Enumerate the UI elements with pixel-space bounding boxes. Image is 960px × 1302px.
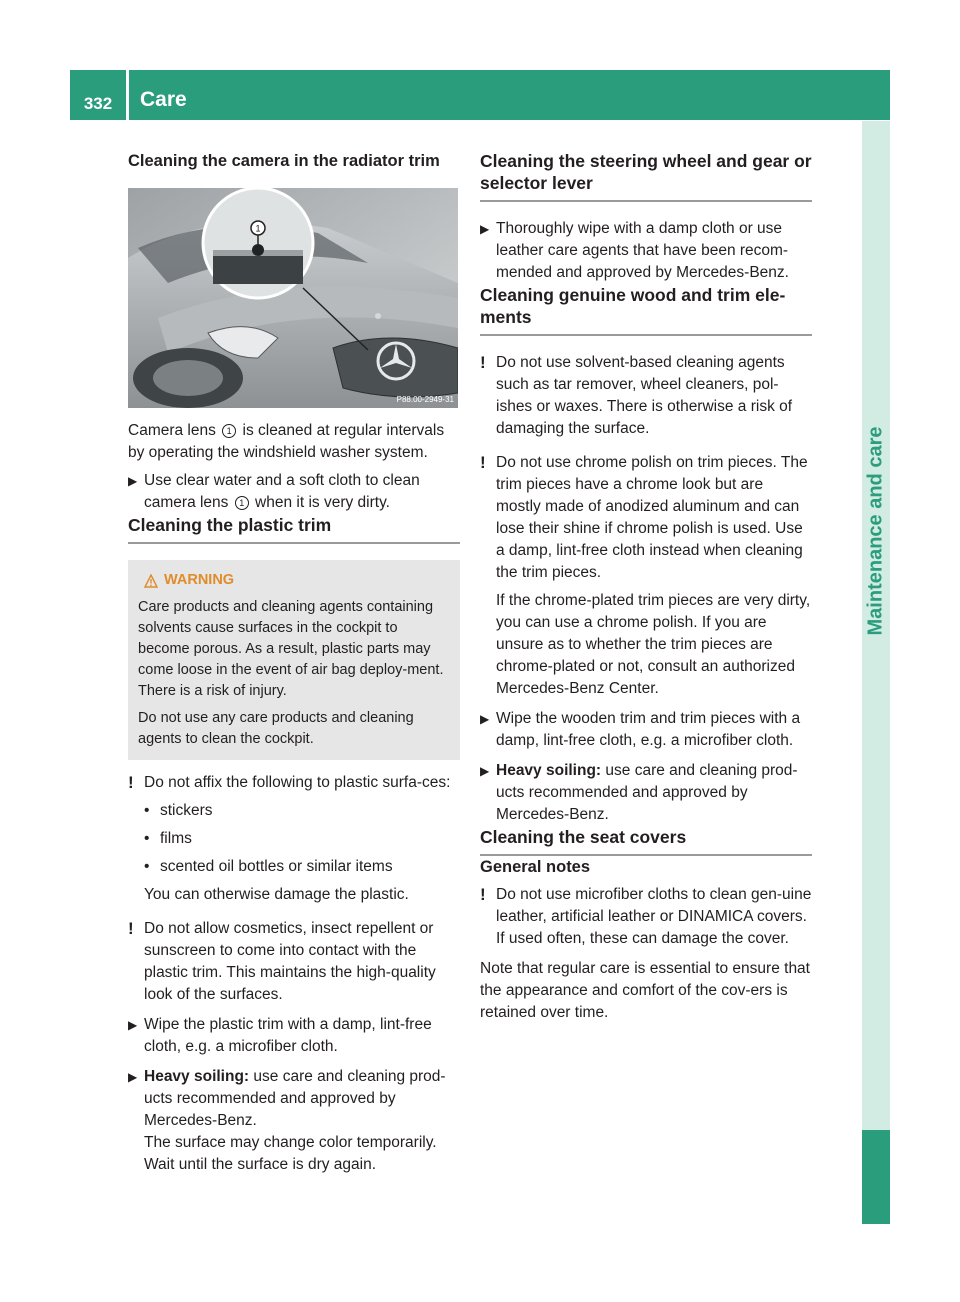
callout-1-icon: 1 [235,496,249,510]
steering-step [480,218,812,284]
camera-paragraph [128,420,460,464]
warning-text-1: Care products and cleaning agents containing solvents cause surfaces in the cockpit to become porous. As a result, plastic parts may come loose in the event of air bag deploy-ment. There is a risk of injury. [138,599,444,699]
wood-section-title: Cleaning genuine wood and trim ele-ments [480,284,812,336]
wood-step-2-text: use care and cleaning prod-ucts recommended and approved by Mercedes-Benz. [496,762,798,823]
step-arrow-icon: ▶ [480,712,490,726]
camera-step-end: when it is very dirty. [250,494,390,511]
plastic-step-2-text: use care and cleaning prod-ucts recommended and approved by Mercedes-Benz. [144,1068,446,1129]
bullet-item [128,856,460,878]
steering-step-text: Thoroughly wipe with a damp cloth or use leather care agents that have been recom-mended and approved by Mercedes-Benz. [496,220,789,281]
bullet-text: scented oil bottles or similar items [160,858,393,875]
wood-note-2-extra: If the chrome-plated trim pieces are very dirty, you can use a chrome polish. If you are unsure as to whether the trim pieces are chrome-plated or not, consult an authorized Mercedes-Benz Center. [496,592,811,697]
step-arrow-icon: ▶ [128,1018,138,1032]
wood-step-2-lead: Heavy soiling: [496,762,602,779]
camera-section-title: Cleaning the camera in the radiator trim [128,152,440,170]
header-bar [70,70,890,120]
step-arrow-icon: ▶ [128,1070,138,1084]
step-arrow-icon: ▶ [480,222,490,236]
plastic-step-2-lead: Heavy soiling: [144,1068,250,1085]
seat-section-title: Cleaning the seat covers [480,826,812,856]
seat-paragraph: Note that regular care is essential to ensure that the appearance and comfort of the cov-ers is retained over time. [480,960,810,1021]
wood-step-2 [480,760,812,826]
page-number: 332 [83,94,113,113]
callout-1-icon: 1 [222,424,236,438]
left-column [128,150,460,1176]
camera-step-start: Use clear water and a soft cloth to clean camera lens [144,472,420,511]
steering-section-title: Cleaning the steering wheel and gear or selector lever [480,150,812,202]
header-divider [126,70,129,120]
bullet-text: stickers [160,802,213,819]
wood-note-2-text: Do not use chrome polish on trim pieces. The trim pieces have a chrome look but are mostly made of anodized aluminum and can lose their shine if chrome polish is used. Use a damp, lint-free cloth instead when cleaning the trim pieces. [496,454,808,581]
plastic-note-2-text: Do not allow cosmetics, insect repellent or sunscreen to come into contact with the plastic trim. This maintains the high-quality look of the surfaces. [144,920,436,1003]
side-tab [862,121,890,636]
exclamation-icon: ! [480,885,486,904]
seat-note [480,884,812,950]
step-arrow-icon: ▶ [480,764,490,778]
plastic-step-1 [128,1014,460,1058]
plastic-step-1-text: Wipe the plastic trim with a damp, lint-free cloth, e.g. a microfiber cloth. [144,1016,432,1055]
wood-note-2 [480,452,812,700]
camera-figure [128,188,458,408]
plastic-note-2 [128,918,460,1006]
camera-paragraph-end: is cleaned at regular intervals by operating the windshield washer system. [128,422,445,461]
warning-triangle-icon [144,574,158,588]
seat-note-text: Do not use microfiber cloths to clean gen-uine leather, artificial leather or DINAMICA covers. If used often, these can damage the cover. [496,886,812,947]
plastic-step-2-extra: The surface may change color temporarily. Wait until the surface is dry again. [144,1134,437,1173]
wood-note-1-text: Do not use solvent-based cleaning agents such as tar remover, wheel cleaners, pol-ishes or waxes. There is otherwise a risk of damaging the surface. [496,354,793,437]
plastic-note-1 [128,772,460,794]
warning-label: WARNING [164,572,235,588]
bullet-icon: • [144,830,150,847]
side-tab-marker [862,1130,890,1224]
wood-step-1-text: Wipe the wooden trim and trim pieces with a damp, lint-free cloth, e.g. a microfiber cloth. [496,710,801,749]
section-title: Care [140,88,187,111]
plastic-section-title: Cleaning the plastic trim [128,514,460,544]
camera-paragraph-start: Camera lens [128,422,221,439]
warning-text-2: Do not use any care products and cleaning agents to clean the cockpit. [138,710,414,747]
side-tab-label: Maintenance and care [864,426,887,636]
image-code: P88.00-2949-31 [396,395,454,404]
seat-subtitle: General notes [480,858,591,876]
step-arrow-icon: ▶ [128,474,138,488]
warning-header [144,570,450,591]
warning-box [128,560,460,760]
right-column [480,150,812,1024]
figure-callout-number: 1 [255,223,261,234]
bullet-item [128,800,460,822]
bullet-icon: • [144,858,150,875]
exclamation-icon: ! [480,353,486,372]
plastic-note-1-text: Do not affix the following to plastic surfa-ces: [144,774,451,791]
camera-step [128,470,460,514]
bullet-icon: • [144,802,150,819]
exclamation-icon: ! [128,773,134,792]
bullet-item [128,828,460,850]
plastic-step-2 [128,1066,460,1176]
exclamation-icon: ! [128,919,134,938]
exclamation-icon: ! [480,453,486,472]
wood-note-1 [480,352,812,440]
car-front-illustration [128,188,458,408]
wood-step-1 [480,708,812,752]
plastic-after-bullets: You can otherwise damage the plastic. [144,886,409,903]
bullet-text: films [160,830,192,847]
